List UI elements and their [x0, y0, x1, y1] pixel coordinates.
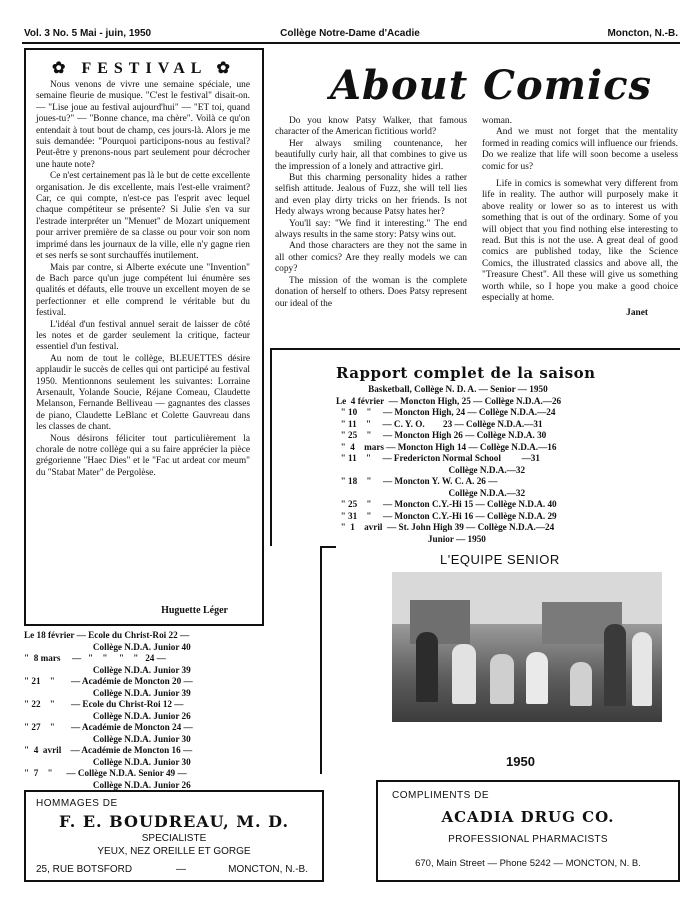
festival-paragraph: Ce n'est certainement pas là le but de cette excellente organisation. Je dis excellente, mais l'est-elle vraiment? Car, ce qui compte, n'est-ce pas l'esprit avec lequel chaque compétiteur se présente? Si Julie s'en va sur l'estrade interpréter un "Menuet" de Mozart uniquement pour arriver première de sa classe ou pour voir son nom imprimé dans les journaux de la ville, elle n'y gagne rien et ses nerfs se sont surchauffés inutilement. — [36, 171, 250, 262]
photo-figure — [604, 624, 626, 706]
result-line: " 7 " — Collège N.D.A. Senior 49 — — [24, 768, 187, 778]
comics-author: Janet — [626, 307, 648, 318]
report-line: Basketball, Collège N. D. A. — Senior — 1950 — [336, 384, 548, 394]
festival-box — [24, 48, 264, 626]
report-line: Junior — 1950 — [336, 533, 486, 544]
season-report — [336, 384, 680, 545]
ad-city: MONCTON, N.-B. — [228, 864, 308, 875]
comics-paragraph: And we must not forget that the mentality formed in reading comics will influence our friends. Do we realize that life will soon become a useless comic for us? — [482, 127, 678, 172]
festival-paragraph: Nous désirons féliciter tout particulièrement la chorale de notre collège qui a su faire apprécier la pièce grégorienne "Haec Dies" et le "Fac ut ardeat cor meum" du "Stabat Mater" de Pergolèse. — [36, 433, 250, 478]
result-line: Collège N.D.A. Junior 39 — [24, 687, 191, 698]
issue-info: Vol. 3 No. 5 Mai - juin, 1950 — [24, 28, 152, 39]
ad-acadia-drug — [376, 780, 680, 882]
comics-paragraph: And those characters are they not the same in all other comics? Are they really models we can copy? — [275, 241, 467, 275]
comics-paragraph: Do you know Patsy Walker, that famous character of the American fictitious world? — [275, 116, 467, 138]
header-rule — [22, 42, 680, 44]
comics-paragraph: woman. — [482, 116, 512, 126]
report-line: " 4 mars — Moncton High 14 — Collège N.D.A.—16 — [336, 441, 557, 452]
result-line: Collège N.D.A. Junior 26 — [24, 779, 191, 790]
ad-name: F. E. BOUDREAU, M. D. — [58, 812, 290, 831]
result-line: Collège N.D.A. Junior 40 — [24, 641, 191, 652]
ad-boudreau — [24, 790, 324, 882]
festival-paragraph: Nous venons de vivre une semaine spéciale, une semaine fleurie de musique. "C'est le festival" disait-on. — "Lise joue au festival aujourd'hui" — "ET toi, quand joues-tu?" — "Bonne chance, ma chère". Voilà ce qu'on entendait à tout bout de champ, ces jours-là. Alors je me suis demandée: "Pourquoi participons-nous au festival? Peut-être y prenons-nous part seulement pour décrocher une haute note? — [36, 80, 250, 170]
ad-services: YEUX, NEZ OREILLE ET GORGE — [97, 846, 251, 857]
comics-column-2 — [482, 116, 678, 319]
festival-title: ✿ FESTIVAL ✿ — [52, 60, 236, 77]
comics-paragraph: The mission of the woman is the complete donation of herself to others. Does Patsy represent our ideal of the — [275, 275, 467, 309]
section-divider — [322, 546, 336, 548]
result-line: " 8 mars — " " " " 24 — — [24, 653, 166, 663]
report-line: " 11 " — Fredericton Normal School —31 — [336, 453, 540, 463]
flower-icon: ✿ — [52, 60, 82, 77]
ad-address: 25, RUE BOTSFORD — [36, 864, 133, 875]
report-line: Collège N.D.A.—32 — [336, 487, 526, 498]
result-line: " 21 " — Académie de Moncton 20 — — [24, 676, 193, 686]
report-line: " 25 " — Moncton C.Y.-Hi 15 — Collège N.D.A. 40 — [336, 499, 557, 509]
result-line: Collège N.D.A. Junior 26 — [24, 710, 191, 721]
result-line: Collège N.D.A. Junior 30 — [24, 756, 191, 767]
team-caption: L'EQUIPE SENIOR — [440, 552, 560, 567]
comics-paragraph: But this charming personality hides a rather selfish attitude. Jealous of Fuzz, she will tell lies and even play dirty tricks on her friends. Is not Hedy always wrong because Patsy hates her? — [275, 173, 467, 218]
section-divider — [270, 348, 680, 350]
report-line: " 31 " — Moncton C.Y.-Hi 16 — Collège N.D.A. 29 — [336, 510, 557, 521]
team-photo — [392, 572, 662, 722]
column-divider — [320, 546, 322, 774]
report-line: " 10 " — Moncton High, 24 — Collège N.D.A.—24 — [336, 407, 556, 417]
report-line: " 25 " — Moncton High 26 — Collège N.D.A. 30 — [336, 430, 547, 440]
result-line: Le 18 février — Ecole du Christ-Roi 22 — — [24, 630, 190, 640]
ad-separator: — — [176, 864, 186, 875]
photo-year: 1950 — [506, 754, 535, 769]
festival-paragraph: L'idéal d'un festival annuel serait de laisser de côté les notes et de garder seulement la critique, facteur essentiel d'un festival. — [36, 319, 250, 353]
comics-paragraph: Her always smiling countenance, her beautifully curly hair, all that combines to give us the impression of a lonely and attractive girl. — [275, 138, 467, 172]
junior-results — [24, 630, 354, 791]
comics-paragraph: Life in comics is somewhat very different from life in reality. The author will purposely make it above reality or lower so as to interest us with something that is out of the ordinary. Some of you will object that you find nothing else interesting to read. But this is not the use. A great deal of good comics are published today, like the Science Comics, the illustrated classics and above all, the "Treasure Chest". All these will give us something worth while, so I hope you make a good choice especially at home. — [482, 179, 678, 304]
result-line: " 27 " — Académie de Moncton 24 — — [24, 722, 193, 732]
photo-figure — [416, 632, 438, 702]
festival-article — [36, 80, 250, 479]
result-line: " 22 " — Ecole du Christ-Roi 12 — — [24, 699, 184, 709]
ad-tagline: PROFESSIONAL PHARMACISTS — [448, 834, 608, 845]
festival-author: Huguette Léger — [161, 605, 228, 616]
ad-address: 670, Main Street — Phone 5242 — MONCTON, N. B. — [415, 858, 641, 869]
college-name: Collège Notre-Dame d'Acadie — [280, 28, 420, 39]
city-label: Moncton, N.-B. — [607, 28, 678, 39]
result-line: " 4 avril — Académie de Moncton 16 — — [24, 745, 193, 755]
comics-title: About Comics — [330, 62, 653, 109]
rapport-title: Rapport complet de la saison — [336, 364, 596, 382]
report-line: Le 4 février — Moncton High, 25 — Collège N.D.A.—26 — [336, 395, 562, 406]
ad-intro: HOMMAGES DE — [36, 798, 118, 809]
photo-figure — [570, 662, 592, 706]
photo-figure — [490, 654, 514, 704]
report-line: " 18 " — Moncton Y. W. C. A. 26 — — [336, 476, 498, 486]
ad-intro: COMPLIMENTS DE — [392, 790, 490, 801]
photo-figure — [526, 652, 548, 704]
column-divider — [270, 348, 272, 546]
result-line: Collège N.D.A. Junior 30 — [24, 733, 191, 744]
result-line: Collège N.D.A. Junior 39 — [24, 664, 191, 675]
festival-paragraph: Mais par contre, si Alberte exécute une "Invention" de Bach parce qu'un juge compétent lui énumère ses qualités et défauts, elle trouve un excellent moyen de se perfectionner et elle comprend le véritable but du festival. — [36, 262, 250, 319]
photo-figure — [632, 632, 652, 706]
report-line: " 11 " — C. Y. O. 23 — Collège N.D.A.—31 — [336, 418, 543, 429]
ad-specialty: SPECIALISTE — [141, 833, 207, 844]
report-line: Collège N.D.A.—32 — [336, 464, 526, 475]
festival-paragraph: Au nom de tout le collège, BLEUETTES désire applaudir le succès de celles qui ont participé au festival 1950. Mentionnons seulement les suivantes: Lorraine Arsenault, Yolande Soucie, Réjane Comeau, Claudette Melanson, Fernande Belliveau — gagnantes des classes de piano, Claudette LeBlanc et Colette Gauvreau dans les classes de chant. — [36, 353, 250, 433]
flower-icon: ✿ — [206, 60, 236, 77]
photo-figure — [452, 644, 476, 704]
ad-name: ACADIA DRUG CO. — [441, 808, 615, 826]
report-line: " 1 avril — St. John High 39 — Collège N.D.A.—24 — [336, 522, 555, 532]
comics-column-1 — [275, 116, 467, 310]
comics-paragraph: You'll say: "We find it interesting." The end always results in the same story: Patsy wins out. — [275, 218, 467, 241]
